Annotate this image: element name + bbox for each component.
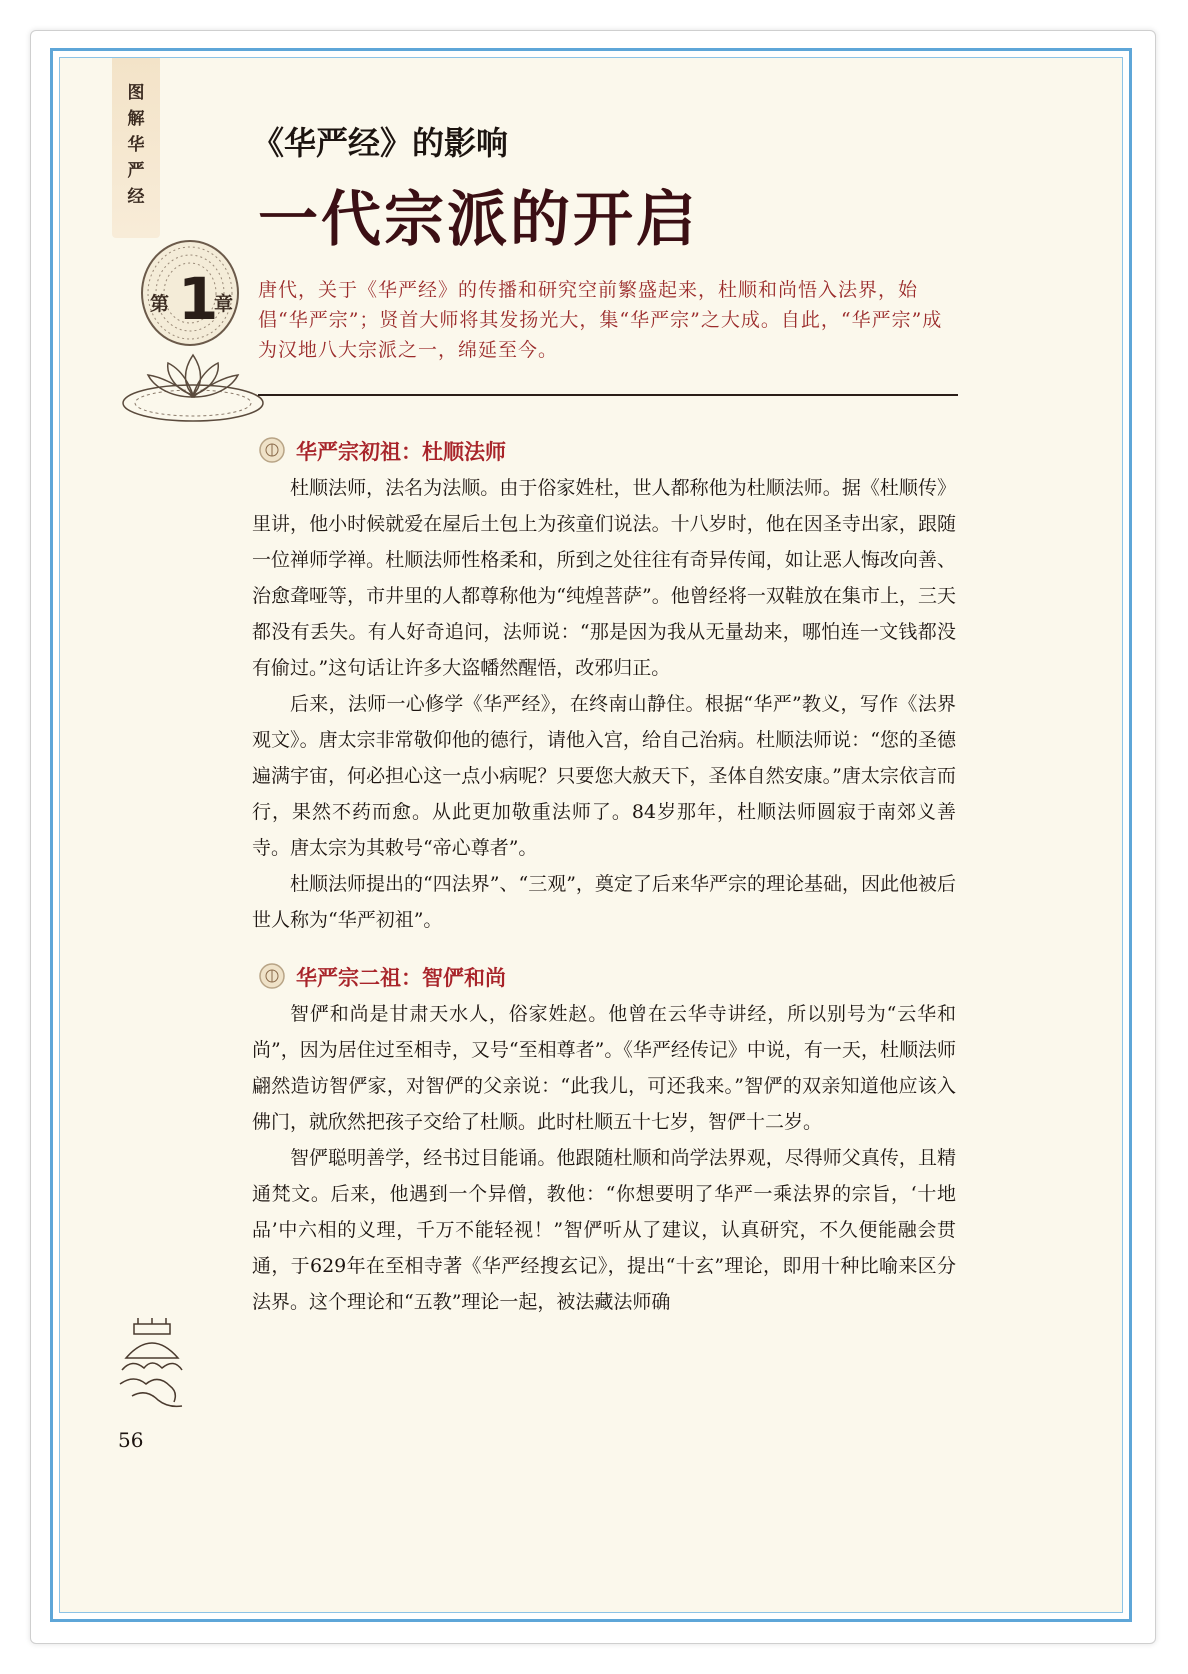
section-body (252, 470, 956, 938)
body-paragraph: 智俨和尚是甘肃天水人，俗家姓赵。他曾在云华寺讲经，所以别号为“云华和尚”，因为居住过至相寺，又号“至相尊者”。《华严经传记》中说，有一天，杜顺法师翩然造访智俨家，对智俨的父亲说：“此我儿，可还我来。”智俨的双亲知道他应该入佛门，就欣然把孩子交给了杜顺。此时杜顺五十七岁，智俨十二岁。 (252, 1003, 956, 1133)
body-paragraph: 杜顺法师，法名为法顺。由于俗家姓杜，世人都称他为杜顺法师。据《杜顺传》里讲，他小时候就爱在屋后土包上为孩童们说法。十八岁时，他在因圣寺出家，跟随一位禅师学禅。杜顺法师性格柔和，所到之处往往有奇异传闻，如让恶人悔改向善、治愈聋哑等，市井里的人都尊称他为“纯煌菩萨”。他曾经将一双鞋放在集市上，三天都没有丢失。有人好奇追问，法师说：“那是因为我从无量劫来，哪怕连一文钱都没有偷过。”这句话让许多大盗幡然醒悟，改邪归正。 (252, 477, 956, 679)
intro-paragraph: 唐代，关于《华严经》的传播和研究空前繁盛起来，杜顺和尚悟入法界，始倡“华严宗”；贤首大师将其发扬光大，集“华严宗”之大成。自此，“华严宗”成为汉地八大宗派之一，绵延至今。 (258, 279, 943, 361)
book-spine-tab (112, 58, 160, 238)
chapter-label (142, 265, 242, 333)
section-heading-text: 华严宗初祖：杜顺法师 (296, 440, 506, 464)
body-paragraph: 后来，法师一心修学《华严经》，在终南山静住。根据“华严”教义，写作《法界观文》。唐太宗非常敬仰他的德行，请他入宫，给自己治病。杜顺法师说：“您的圣德遍满宇宙，何必担心这一点小病呢？只要您大赦天下，圣体自然安康。”唐太宗依言而行，果然不药而愈。从此更加敬重法师了。84岁那年，杜顺法师圆寂于南郊义善寺。唐太宗为其敕号“帝心尊者”。 (252, 693, 956, 859)
section-bullet-icon (258, 436, 286, 464)
chapter-prefix: 第 (150, 293, 170, 315)
book-title-vertical: 图 解 华 严 经 (127, 83, 145, 207)
chapter-suffix: 章 (214, 293, 234, 315)
body-paragraph: 杜顺法师提出的“四法界”、“三观”，奠定了后来华严宗的理论基础，因此他被后世人称为“华严初祖”。 (252, 873, 956, 931)
stupa-cloud-ornament-icon (112, 1318, 192, 1410)
body-paragraph: 智俨聪明善学，经书过目能诵。他跟随杜顺和尚学法界观，尽得师父真传，且精通梵文。后来，他遇到一个异僧，教他：“你想要明了华严一乘法界的宗旨，‘十地品’中六相的义理，千万不能轻视！”智俨听从了建议，认真研究，不久便能融会贯通，于629年在至相寺著《华严经搜玄记》，提出“十玄”理论，即用十种比喻来区分法界。这个理论和“五教”理论一起，被法藏法师确 (252, 1147, 956, 1313)
section-bullet-icon (258, 962, 286, 990)
title-divider (258, 394, 958, 396)
lotus-icon (118, 345, 268, 425)
section-body (252, 996, 956, 1320)
chapter-number: 1 (178, 265, 219, 333)
page-subtitle: 《华严经》的影响 (252, 124, 509, 162)
page-number: 56 (118, 1428, 144, 1452)
section-heading-text: 华严宗二祖：智俨和尚 (296, 966, 506, 990)
page-title: 一代宗派的开启 (258, 185, 699, 255)
